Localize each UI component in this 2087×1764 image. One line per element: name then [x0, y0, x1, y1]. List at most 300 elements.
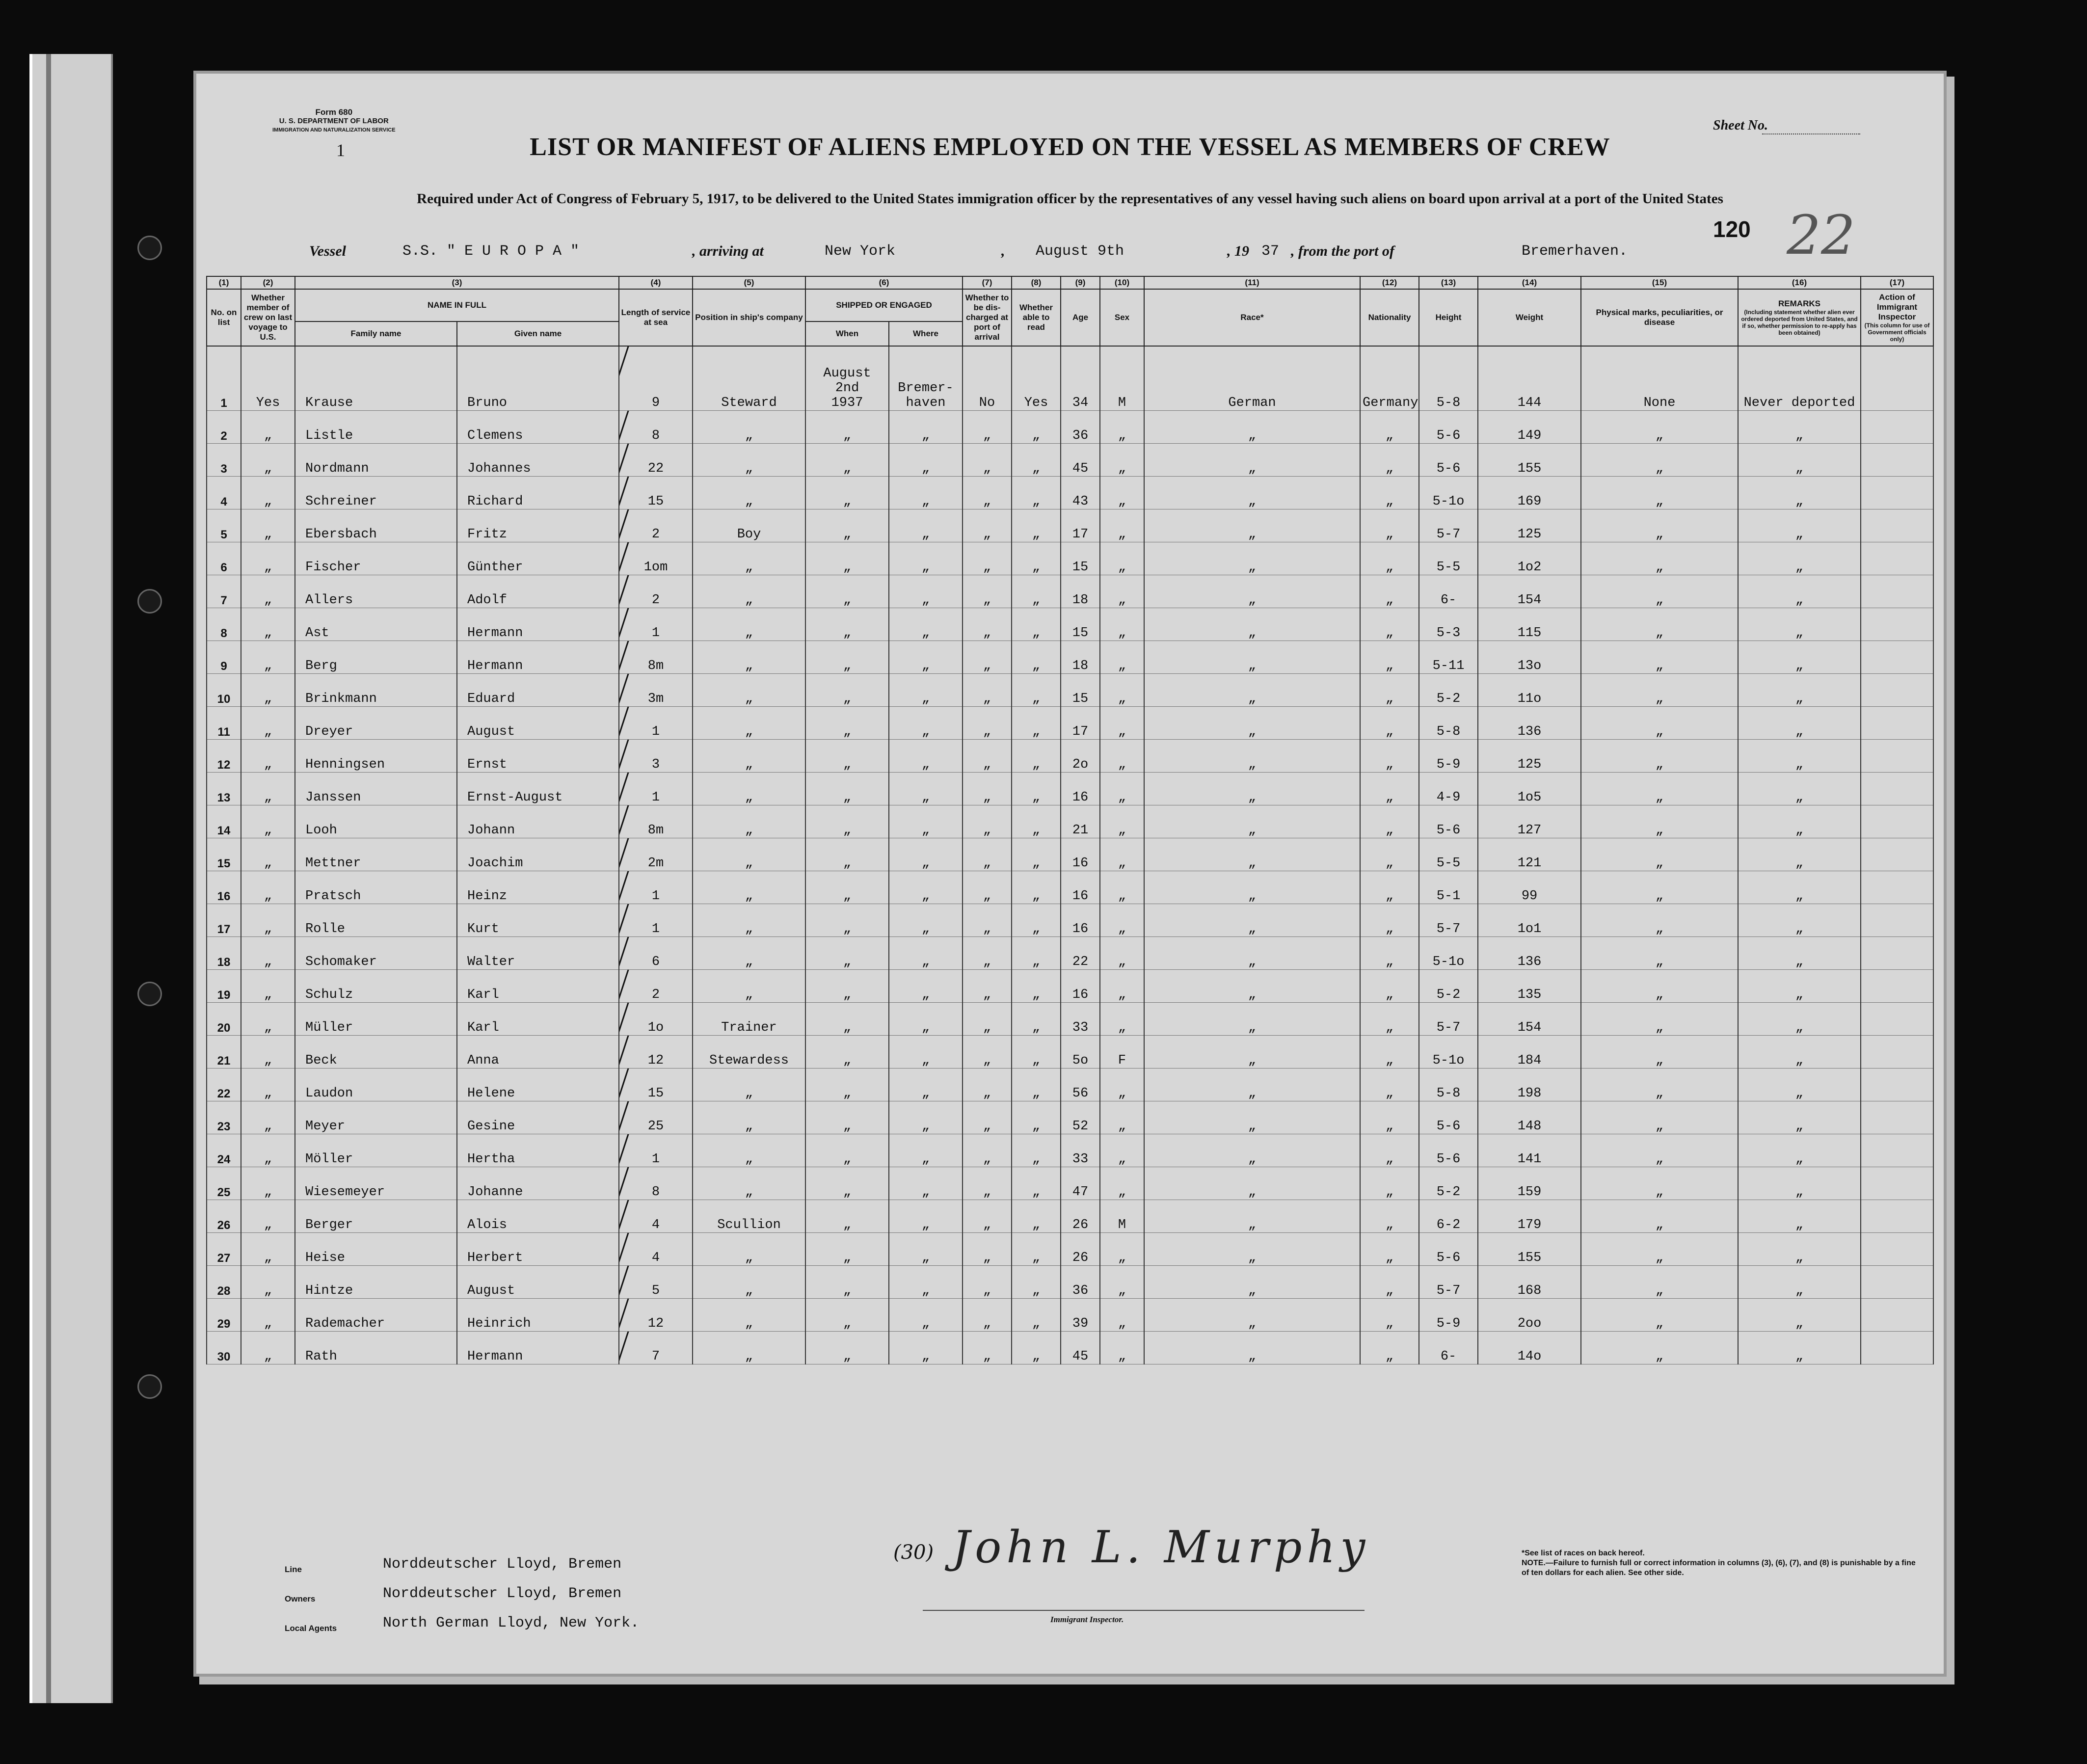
physical-marks-cell: „	[1581, 871, 1738, 904]
given-name-cell: Heinz	[457, 871, 619, 904]
able-to-read-cell: „	[1012, 1101, 1061, 1134]
shipped-where-cell: „	[889, 805, 963, 838]
service-length-cell: 1	[619, 1134, 693, 1167]
nationality-cell: „	[1360, 1266, 1419, 1299]
row-number: 10	[207, 674, 241, 707]
last-voyage-cell: „	[241, 1069, 295, 1101]
shipped-when-cell: „	[805, 1332, 889, 1364]
age-cell: 26	[1061, 1200, 1100, 1233]
col-num: (9)	[1075, 278, 1086, 287]
inspector-action-cell	[1861, 1266, 1933, 1299]
row-number: 27	[207, 1233, 241, 1266]
sex-cell: „	[1100, 773, 1144, 805]
discharged-cell: „	[963, 444, 1012, 477]
position-cell: Stewardess	[693, 1036, 805, 1069]
given-name-cell: Heinrich	[457, 1299, 619, 1332]
header-height: Height	[1419, 289, 1478, 346]
physical-marks-cell: „	[1581, 1101, 1738, 1134]
row-number: 8	[207, 608, 241, 641]
nationality-cell: „	[1360, 970, 1419, 1003]
nationality-cell: „	[1360, 838, 1419, 871]
sex-cell: „	[1100, 575, 1144, 608]
inspector-action-cell	[1861, 411, 1933, 444]
able-to-read-cell: „	[1012, 575, 1061, 608]
service-length-cell: 5	[619, 1266, 693, 1299]
page-title: LIST OR MANIFEST OF ALIENS EMPLOYED ON THE VESSEL AS MEMBERS OF CREW	[530, 133, 1610, 161]
able-to-read-cell: „	[1012, 1266, 1061, 1299]
punch-hole	[137, 1374, 162, 1399]
signature-count: (30)	[893, 1541, 934, 1564]
given-name-cell: Johann	[457, 805, 619, 838]
service-length-cell: 12	[619, 1036, 693, 1069]
last-voyage-cell: „	[241, 1299, 295, 1332]
discharged-cell: „	[963, 1101, 1012, 1134]
race-cell: „	[1144, 674, 1360, 707]
given-name-cell: Fritz	[457, 509, 619, 542]
race-cell: „	[1144, 805, 1360, 838]
discharged-cell: No	[963, 346, 1012, 411]
col-num: (17)	[1889, 278, 1905, 287]
sheet-no-label: Sheet No.	[1713, 118, 1768, 133]
nationality-cell: „	[1360, 1134, 1419, 1167]
family-name-cell: Listle	[295, 411, 457, 444]
header-last-voyage: Whether member of crew on last voyage to U.S.	[241, 289, 295, 346]
physical-marks-cell: „	[1581, 411, 1738, 444]
shipped-when-cell: „	[805, 477, 889, 509]
table-row	[207, 1167, 1933, 1200]
weight-cell: 144	[1478, 346, 1581, 411]
position-cell: „	[693, 871, 805, 904]
last-voyage-cell: „	[241, 641, 295, 674]
height-cell: 5-1o	[1419, 1036, 1478, 1069]
inspector-action-cell	[1861, 444, 1933, 477]
family-name-cell: Nordmann	[295, 444, 457, 477]
row-number: 30	[207, 1332, 241, 1364]
age-cell: 16	[1061, 838, 1100, 871]
shipped-where-cell: „	[889, 1266, 963, 1299]
position-cell: „	[693, 904, 805, 937]
sex-cell: „	[1100, 1003, 1144, 1036]
col-num: (5)	[744, 278, 754, 287]
shipped-when-cell: „	[805, 542, 889, 575]
nationality-cell: „	[1360, 773, 1419, 805]
table-row	[207, 509, 1933, 542]
header-no-on-list: No. on list	[207, 289, 241, 346]
remarks-cell: „	[1738, 773, 1861, 805]
last-voyage-cell: „	[241, 1101, 295, 1134]
physical-marks-cell: „	[1581, 509, 1738, 542]
age-cell: 15	[1061, 542, 1100, 575]
inspector-action-cell	[1861, 970, 1933, 1003]
remarks-cell: „	[1738, 937, 1861, 970]
inspector-action-cell	[1861, 674, 1933, 707]
shipped-where-cell: „	[889, 1332, 963, 1364]
discharged-cell: „	[963, 575, 1012, 608]
age-cell: 45	[1061, 444, 1100, 477]
nationality-cell: „	[1360, 904, 1419, 937]
last-voyage-cell: „	[241, 904, 295, 937]
shipped-where-cell: „	[889, 1200, 963, 1233]
col-num: (11)	[1245, 278, 1259, 287]
col-header-12	[1360, 276, 1419, 289]
last-voyage-cell: „	[241, 805, 295, 838]
shipped-where-cell: „	[889, 773, 963, 805]
table-row	[207, 740, 1933, 773]
sex-cell: „	[1100, 871, 1144, 904]
race-cell: „	[1144, 1134, 1360, 1167]
fine-note: NOTE.—Failure to furnish full or correct information in columns (3), (6), (7), and (8) is punishable by a fine of ten dollars for each alien. See other side.	[1522, 1559, 1916, 1577]
table-row	[207, 1299, 1933, 1332]
family-name-cell: Rolle	[295, 904, 457, 937]
owners-value: Norddeutscher Lloyd, Bremen	[383, 1585, 622, 1602]
race-cell: „	[1144, 773, 1360, 805]
race-cell: „	[1144, 608, 1360, 641]
physical-marks-cell: „	[1581, 707, 1738, 740]
inspector-action-cell	[1861, 1200, 1933, 1233]
height-cell: 5-9	[1419, 1299, 1478, 1332]
able-to-read-cell: „	[1012, 904, 1061, 937]
table-row	[207, 1266, 1933, 1299]
nationality-cell: „	[1360, 871, 1419, 904]
able-to-read-cell: „	[1012, 773, 1061, 805]
given-name-cell: Karl	[457, 1003, 619, 1036]
sex-cell: „	[1100, 904, 1144, 937]
header-name: NAME IN FULL	[295, 289, 619, 321]
service-length-cell: 1	[619, 608, 693, 641]
inspector-action-cell	[1861, 1134, 1933, 1167]
table-row	[207, 444, 1933, 477]
row-number: 13	[207, 773, 241, 805]
age-cell: 21	[1061, 805, 1100, 838]
table-row	[207, 937, 1933, 970]
signature-line	[923, 1610, 1365, 1611]
service-length-cell: 7	[619, 1332, 693, 1364]
inspector-action-cell	[1861, 1233, 1933, 1266]
col-header-15	[1581, 276, 1738, 289]
able-to-read-cell: „	[1012, 542, 1061, 575]
family-name-cell: Schulz	[295, 970, 457, 1003]
given-name-cell: Helene	[457, 1069, 619, 1101]
race-cell: „	[1144, 1266, 1360, 1299]
position-cell: „	[693, 477, 805, 509]
sex-cell: „	[1100, 707, 1144, 740]
last-voyage-cell: „	[241, 542, 295, 575]
header-read: Whether able to read	[1012, 289, 1061, 346]
weight-cell: 1o5	[1478, 773, 1581, 805]
nationality-cell: „	[1360, 937, 1419, 970]
date-separator: ,	[1001, 243, 1005, 259]
shipped-when-cell: „	[805, 444, 889, 477]
col-header-2	[241, 276, 295, 289]
table-row	[207, 805, 1933, 838]
family-name-cell: Heise	[295, 1233, 457, 1266]
sex-cell: „	[1100, 1233, 1144, 1266]
nationality-cell: Germany	[1360, 346, 1419, 411]
row-number: 28	[207, 1266, 241, 1299]
shipped-where-cell: „	[889, 937, 963, 970]
age-cell: 36	[1061, 411, 1100, 444]
sex-cell: „	[1100, 477, 1144, 509]
shipped-when-cell: „	[805, 1233, 889, 1266]
family-name-cell: Möller	[295, 1134, 457, 1167]
row-number: 23	[207, 1101, 241, 1134]
position-cell: „	[693, 674, 805, 707]
remarks-cell: „	[1738, 1332, 1861, 1364]
shipped-where-cell: „	[889, 608, 963, 641]
weight-cell: 141	[1478, 1134, 1581, 1167]
header-length-service: Length of service at sea	[619, 289, 693, 346]
height-cell: 5-6	[1419, 1233, 1478, 1266]
age-cell: 34	[1061, 346, 1100, 411]
discharged-cell: „	[963, 1003, 1012, 1036]
col-num: (6)	[879, 278, 889, 287]
service-length-cell: 22	[619, 444, 693, 477]
sex-cell: „	[1100, 1266, 1144, 1299]
weight-cell: 136	[1478, 707, 1581, 740]
last-voyage-cell: „	[241, 575, 295, 608]
remarks-label: REMARKS	[1778, 299, 1820, 308]
remarks-cell: „	[1738, 608, 1861, 641]
inspector-action-cell	[1861, 1036, 1933, 1069]
race-cell: „	[1144, 838, 1360, 871]
weight-cell: 125	[1478, 509, 1581, 542]
nationality-cell: „	[1360, 1101, 1419, 1134]
discharged-cell: „	[963, 707, 1012, 740]
weight-cell: 179	[1478, 1200, 1581, 1233]
position-cell: „	[693, 970, 805, 1003]
inspector-action-cell	[1861, 838, 1933, 871]
race-cell: „	[1144, 740, 1360, 773]
shipped-where-cell: „	[889, 1069, 963, 1101]
position-cell: „	[693, 805, 805, 838]
header-nationality: Nationality	[1360, 289, 1419, 346]
discharged-cell: „	[963, 904, 1012, 937]
arrival-date: August 9th	[1036, 243, 1124, 260]
discharged-cell: „	[963, 740, 1012, 773]
discharged-cell: „	[963, 1069, 1012, 1101]
physical-marks-cell: None	[1581, 346, 1738, 411]
discharged-cell: „	[963, 608, 1012, 641]
remarks-cell: „	[1738, 805, 1861, 838]
able-to-read-cell: „	[1012, 608, 1061, 641]
weight-cell: 154	[1478, 1003, 1581, 1036]
manifest-page	[196, 74, 1944, 1674]
shipped-when-cell: „	[805, 871, 889, 904]
page-subtitle: Required under Act of Congress of February 5, 1917, to be delivered to the United States immigration officer by the representatives of any vessel having such aliens on board upon arrival at a port of the United States	[417, 191, 1723, 207]
from-port-label: , from the port of	[1291, 243, 1394, 259]
race-cell: „	[1144, 1069, 1360, 1101]
physical-marks-cell: „	[1581, 1069, 1738, 1101]
agents-label: Local Agents	[285, 1624, 337, 1633]
shipped-when-cell: „	[805, 509, 889, 542]
from-port: Bremerhaven.	[1522, 243, 1628, 260]
given-name-cell: Bruno	[457, 346, 619, 411]
position-cell: „	[693, 1101, 805, 1134]
discharged-cell: „	[963, 411, 1012, 444]
table-row	[207, 1101, 1933, 1134]
remarks-cell: „	[1738, 1299, 1861, 1332]
weight-cell: 121	[1478, 838, 1581, 871]
physical-marks-cell: „	[1581, 477, 1738, 509]
given-name-cell: Clemens	[457, 411, 619, 444]
shipped-where-cell: „	[889, 970, 963, 1003]
shipped-when-line: August	[823, 366, 871, 381]
position-cell: Scullion	[693, 1200, 805, 1233]
service-length-cell: 3m	[619, 674, 693, 707]
position-cell: „	[693, 542, 805, 575]
table-row	[207, 871, 1933, 904]
given-name-cell: Alois	[457, 1200, 619, 1233]
service-length-cell: 2	[619, 575, 693, 608]
age-cell: 52	[1061, 1101, 1100, 1134]
last-voyage-cell: „	[241, 871, 295, 904]
height-cell: 5-2	[1419, 674, 1478, 707]
physical-marks-cell: „	[1581, 1266, 1738, 1299]
age-cell: 17	[1061, 509, 1100, 542]
able-to-read-cell: „	[1012, 871, 1061, 904]
col-header-16	[1738, 276, 1861, 289]
height-cell: 4-9	[1419, 773, 1478, 805]
age-cell: 33	[1061, 1003, 1100, 1036]
physical-marks-cell: „	[1581, 805, 1738, 838]
weight-cell: 1o1	[1478, 904, 1581, 937]
able-to-read-cell: „	[1012, 740, 1061, 773]
row-number: 2	[207, 411, 241, 444]
header-race: Race*	[1144, 289, 1360, 346]
remarks-cell: „	[1738, 674, 1861, 707]
physical-marks-cell: „	[1581, 1003, 1738, 1036]
shipped-when-line: 1937	[831, 396, 863, 410]
sex-cell: „	[1100, 1167, 1144, 1200]
shipped-where-line: haven	[906, 396, 946, 410]
shipped-when-cell: „	[805, 805, 889, 838]
remarks-cell: „	[1738, 871, 1861, 904]
able-to-read-cell: „	[1012, 444, 1061, 477]
col-num: (14)	[1522, 278, 1537, 287]
race-cell: „	[1144, 444, 1360, 477]
age-cell: 15	[1061, 608, 1100, 641]
physical-marks-cell: „	[1581, 904, 1738, 937]
race-cell: „	[1144, 1036, 1360, 1069]
position-cell: „	[693, 411, 805, 444]
col-num: (15)	[1652, 278, 1667, 287]
physical-marks-cell: „	[1581, 1134, 1738, 1167]
remarks-cell: „	[1738, 1101, 1861, 1134]
last-voyage-cell: „	[241, 773, 295, 805]
form-service: IMMIGRATION AND NATURALIZATION SERVICE	[272, 127, 396, 133]
arriving-label: , arriving at	[692, 243, 764, 259]
family-name-cell: Pratsch	[295, 871, 457, 904]
col-header-10	[1100, 276, 1144, 289]
able-to-read-cell: „	[1012, 477, 1061, 509]
family-name-cell: Beck	[295, 1036, 457, 1069]
shipped-when-cell: „	[805, 1036, 889, 1069]
age-cell: 18	[1061, 575, 1100, 608]
race-cell: „	[1144, 1003, 1360, 1036]
shipped-when-cell: „	[805, 1069, 889, 1101]
sex-cell: „	[1100, 970, 1144, 1003]
given-name-cell: Johanne	[457, 1167, 619, 1200]
shipped-when-cell: „	[805, 1101, 889, 1134]
col-num: (2)	[263, 278, 273, 287]
height-cell: 6-2	[1419, 1200, 1478, 1233]
header-position: Position in ship's company	[693, 289, 805, 346]
inspector-action-cell	[1861, 707, 1933, 740]
height-cell: 5-5	[1419, 838, 1478, 871]
race-cell: „	[1144, 575, 1360, 608]
remarks-cell: „	[1738, 838, 1861, 871]
shipped-where-cell: „	[889, 1036, 963, 1069]
age-cell: 2o	[1061, 740, 1100, 773]
service-length-cell: 8m	[619, 641, 693, 674]
shipped-when-cell: „	[805, 674, 889, 707]
vessel-line	[309, 243, 1782, 267]
last-voyage-cell: „	[241, 509, 295, 542]
given-name-cell: Joachim	[457, 838, 619, 871]
col-header-13	[1419, 276, 1478, 289]
weight-cell: 169	[1478, 477, 1581, 509]
row-number: 25	[207, 1167, 241, 1200]
race-cell: „	[1144, 1332, 1360, 1364]
col-num: (7)	[982, 278, 992, 287]
race-cell: „	[1144, 542, 1360, 575]
family-name-cell: Schomaker	[295, 937, 457, 970]
header-sex: Sex	[1100, 289, 1144, 346]
table-row	[207, 838, 1933, 871]
age-cell: 26	[1061, 1233, 1100, 1266]
physical-marks-cell: „	[1581, 1200, 1738, 1233]
service-length-cell: 2	[619, 970, 693, 1003]
height-cell: 5-7	[1419, 904, 1478, 937]
last-voyage-cell: „	[241, 444, 295, 477]
col-header-3	[295, 276, 619, 289]
table-row	[207, 970, 1933, 1003]
able-to-read-cell: „	[1012, 1167, 1061, 1200]
nationality-cell: „	[1360, 1036, 1419, 1069]
sex-cell: „	[1100, 1069, 1144, 1101]
sex-cell: „	[1100, 674, 1144, 707]
footer-line-row	[285, 1556, 874, 1585]
family-name-cell: Looh	[295, 805, 457, 838]
crew-table	[206, 276, 1934, 1364]
shipped-when-cell: „	[805, 1266, 889, 1299]
height-cell: 5-6	[1419, 444, 1478, 477]
position-cell: „	[693, 641, 805, 674]
inspector-action-cell	[1861, 773, 1933, 805]
height-cell: 5-8	[1419, 346, 1478, 411]
header-family-name: Family name	[295, 321, 457, 346]
row-number: 12	[207, 740, 241, 773]
able-to-read-cell: Yes	[1012, 346, 1061, 411]
height-cell: 5-5	[1419, 542, 1478, 575]
nationality-cell: „	[1360, 1299, 1419, 1332]
col-num: (8)	[1031, 278, 1042, 287]
nationality-cell: „	[1360, 1332, 1419, 1364]
sex-cell: „	[1100, 740, 1144, 773]
discharged-cell: „	[963, 674, 1012, 707]
last-voyage-cell: „	[241, 937, 295, 970]
position-cell: „	[693, 707, 805, 740]
given-name-cell: Hermann	[457, 608, 619, 641]
family-name-cell: Berger	[295, 1200, 457, 1233]
inspector-action-cell	[1861, 904, 1933, 937]
inspector-action-cell	[1861, 575, 1933, 608]
last-voyage-cell: „	[241, 1134, 295, 1167]
weight-cell: 198	[1478, 1069, 1581, 1101]
family-name-cell: Rath	[295, 1332, 457, 1364]
sex-cell: M	[1100, 1200, 1144, 1233]
family-name-cell: Fischer	[295, 542, 457, 575]
